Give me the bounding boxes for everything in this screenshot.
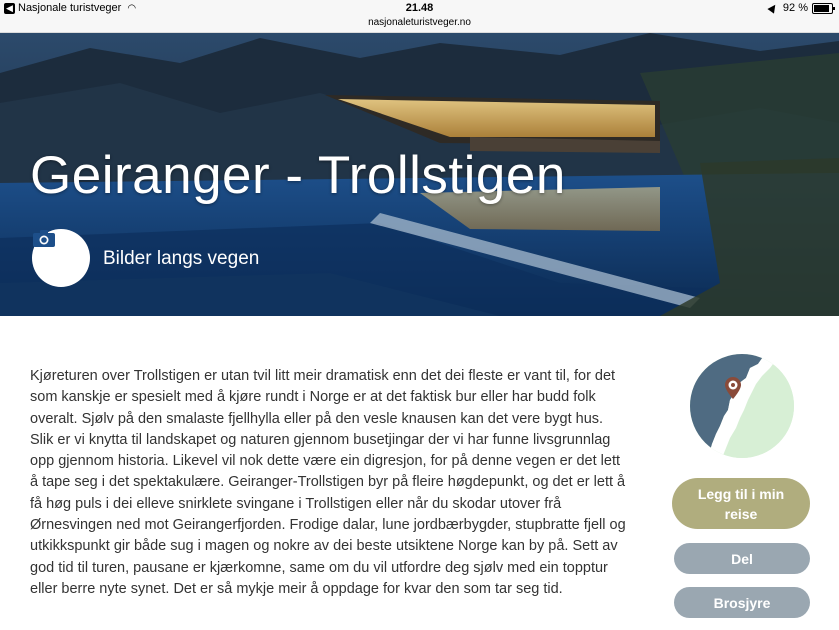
back-app-label: Nasjonale turistveger bbox=[18, 2, 122, 14]
photos-button[interactable] bbox=[32, 229, 90, 287]
battery-percent: 92 % bbox=[782, 2, 808, 14]
norway-map-icon bbox=[690, 354, 794, 458]
route-map-thumbnail[interactable] bbox=[690, 354, 794, 458]
route-description: Kjøreturen over Trollstigen er utan tvil litt meir dramatisk enn det dei fleste er vant til, for det som kanskje er spesielt med å kjøre rundt i Norge er at det faktisk bur eller har budd folk overalt. Sjølv på den smalaste fjellhylla eller på den vesle knausen kan det vere bygt hus. Slik er vi knytta til landskapet og naturen gjennom busetjingar der vi har funne livsgrunnlag opp gjennom historia. Likevel vil nok dette være ein digresjon, for på denne vegen er det lett å tape seg i det spektakulære. Geiranger-Trollstigen byr på fleire høgdepunkt, og det er lett å få høg puls i dei elleve snirklete svingane i Trollstigen eller når du skodar utover frå Ørnesvingen ned mot Geirangerfjorden. Frodige dalar, lune jordbærbygder, stupbratte fjell og utkikkspunkt gir både sug i magen og nokre av dei beste utsiktene Norge kan by på. Sett av god tid til turen, pausane er kjærkomne, same om du vil utfordre deg sjølv med ein topptur eller berre nyte synet. Det er så mykje meir å oppdage for kvar den som tar seg tid. bbox=[30, 368, 626, 597]
brochure-button[interactable]: Brosjyre bbox=[674, 587, 810, 618]
add-to-trip-button[interactable]: Legg til i min reise bbox=[672, 478, 810, 529]
address-bar[interactable]: nasjonaleturistveger.no bbox=[368, 17, 471, 28]
share-button[interactable]: Del bbox=[674, 543, 810, 574]
location-arrow-icon bbox=[767, 2, 778, 13]
battery-icon bbox=[812, 3, 833, 14]
wifi-icon: ◠ bbox=[127, 2, 137, 14]
back-arrow-icon: ◀ bbox=[4, 3, 15, 14]
status-bar bbox=[0, 0, 839, 33]
clock: 21.48 bbox=[405, 2, 434, 14]
page-title: Geiranger - Trollstigen bbox=[30, 146, 566, 205]
status-right bbox=[769, 2, 833, 14]
photos-link[interactable]: Bilder langs vegen bbox=[103, 248, 260, 269]
camera-icon bbox=[32, 229, 56, 248]
hero-banner bbox=[0, 33, 839, 316]
